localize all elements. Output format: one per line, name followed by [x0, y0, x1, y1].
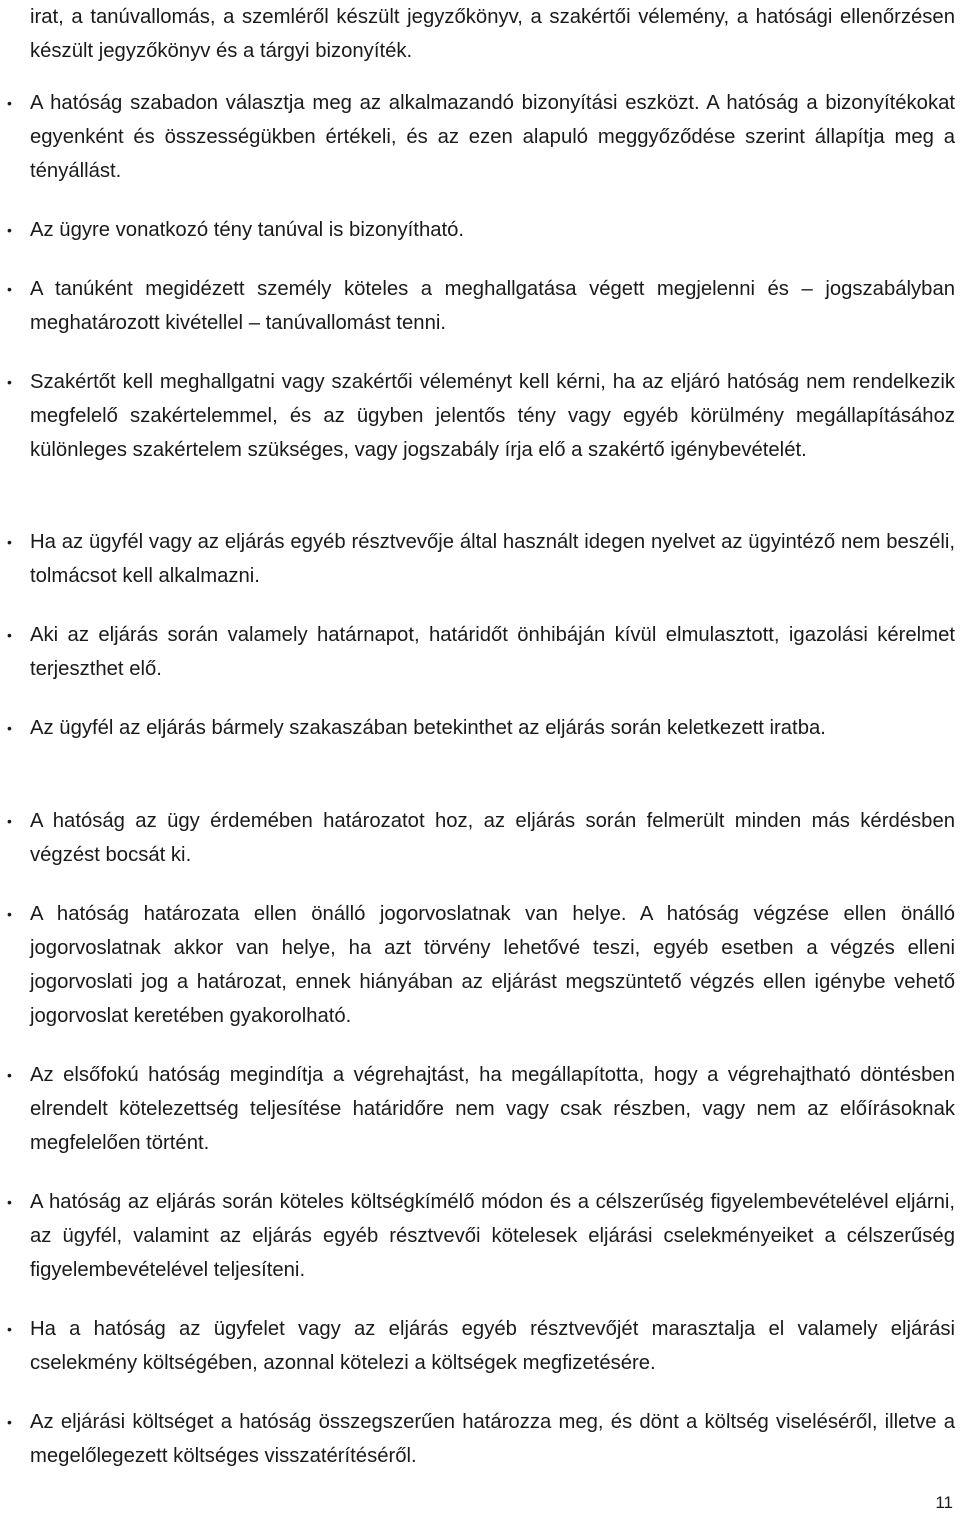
list-item-text: A hatóság szabadon választja meg az alkalmazandó bizonyítási eszközt. A hatóság a bizonyítékokat egyenként és összességükben értékeli, és az ezen alapuló meggyőződése szerint állapítja meg a tényállást. — [30, 92, 955, 182]
list-item-text: A hatóság határozata ellen önálló jogorvoslatnak van helye. A hatóság végzése ellen önálló jogorvoslatnak akkor van helye, ha azt törvény lehetővé teszi, egyéb esetben a végzés elleni jogorvoslati jog a határozat, ennek hiányában az eljárást megszüntető végzés ellen igénybe vehető jogorvoslat keretében gyakorolható. — [30, 903, 955, 1027]
list-item-text: Az elsőfokú hatóság megindítja a végrehajtást, ha megállapította, hogy a végrehajtható döntésben elrendelt kötelezettség teljesítése határidőre nem vagy csak részben, vagy nem az előírásoknak megfelelően történt. — [30, 1064, 955, 1154]
bullet-icon: • — [7, 222, 12, 238]
list-item-text: Az eljárási költséget a hatóság összegszerűen határozza meg, és dönt a költség viseléséről, illetve a megelőlegezett költséges visszatérítéséről. — [30, 1411, 955, 1467]
bullet-icon: • — [7, 1067, 12, 1083]
bullet-icon: • — [7, 1194, 12, 1210]
bullet-icon: • — [7, 1414, 12, 1430]
list-item — [7, 213, 955, 247]
list-item-text: Ha az ügyfél vagy az eljárás egyéb résztvevője által használt idegen nyelvet az ügyintéző nem beszéli, tolmácsot kell alkalmazni. — [30, 531, 955, 587]
bullet-icon: • — [7, 1321, 12, 1337]
list-item — [7, 86, 955, 188]
list-item-text: A tanúként megidézett személy köteles a meghallgatása végett megjelenni és – jogszabályban meghatározott kivétellel – tanúvallomást tenni. — [30, 278, 955, 334]
list-item — [7, 1058, 955, 1160]
bullet-icon: • — [7, 374, 12, 390]
list-item-text: A hatóság az eljárás során köteles költségkímélő módon és a célszerűség figyelembevételével eljárni, az ügyfél, valamint az eljárás egyéb résztvevői kötelesek eljárási cselekményeiket a célszerűség figyelembevételével teljesíteni. — [30, 1191, 955, 1281]
list-item — [7, 618, 955, 686]
list-item-text: A hatóság az ügy érdemében határozatot hoz, az eljárás során felmerült minden más kérdésben végzést bocsát ki. — [30, 810, 955, 866]
bullet-icon: • — [7, 720, 12, 736]
list-item-text: Aki az eljárás során valamely határnapot, határidőt önhibáján kívül elmulasztott, igazolási kérelmet terjeszthet elő. — [30, 624, 955, 680]
bullet-icon: • — [7, 534, 12, 550]
list-item — [7, 897, 955, 1033]
list-item — [7, 711, 955, 745]
bullet-icon: • — [7, 906, 12, 922]
list-item — [7, 365, 955, 467]
bullet-icon: • — [7, 95, 12, 111]
list-item — [7, 272, 955, 340]
list-item-text: Szakértőt kell meghallgatni vagy szakértői véleményt kell kérni, ha az eljáró hatóság nem rendelkezik megfelelő szakértelemmel, és az ügyben jelentős tény vagy egyéb körülmény megállapításához különleges szakértelem szükséges, vagy jogszabály írja elő a szakértő igénybevételét. — [30, 371, 955, 461]
list-item — [7, 804, 955, 872]
bullet-icon: • — [7, 281, 12, 297]
list-item — [7, 1185, 955, 1287]
list-item-text: Az ügyfél az eljárás bármely szakaszában betekinthet az eljárás során keletkezett iratba. — [30, 717, 826, 739]
bullet-icon: • — [7, 627, 12, 643]
page-number: 11 — [935, 1493, 953, 1512]
list-item — [7, 1312, 955, 1380]
list-item — [7, 525, 955, 593]
bullet-icon: • — [7, 813, 12, 829]
list-item — [7, 1405, 955, 1473]
intro-paragraph: irat, a tanúvallomás, a szemléről készült jegyzőkönyv, a szakértői vélemény, a hatósági ellenőrzésen készült jegyzőkönyv és a tárgyi bizonyíték. — [30, 6, 955, 62]
list-item-text: Ha a hatóság az ügyfelet vagy az eljárás egyéb résztvevőjét marasztalja el valamely eljárási cselekmény költségében, azonnal kötelezi a költségek megfizetésére. — [30, 1318, 955, 1374]
list-item-text: Az ügyre vonatkozó tény tanúval is bizonyítható. — [30, 219, 465, 241]
